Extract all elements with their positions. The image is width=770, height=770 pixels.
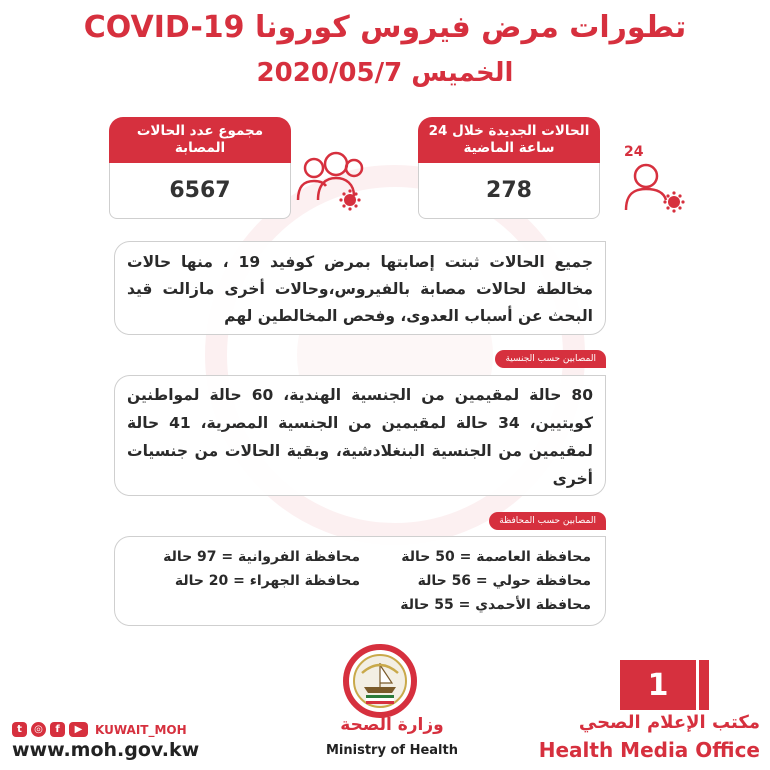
facebook-icon[interactable]: f [50, 722, 65, 737]
governorate-item: محافظة حولي = 56 حالة [417, 573, 591, 589]
governorate-tag: المصابين حسب المحافظة [489, 512, 606, 530]
total-cases-value: 6567 [109, 163, 291, 219]
person-virus-icon [622, 162, 688, 214]
summary-text: جميع الحالات ثبتت إصابتها بمرض كوفيد 19 ، منها حالات مخالطة لحالات مصابة بالفيروس،وحالات أخرى مازالت قيد البحث عن أسباب العدوى، وفحص المخالطين لهم [127, 253, 593, 325]
governorate-item: محافظة الفروانية = 97 حالة [163, 549, 360, 565]
governorate-item: محافظة الأحمدي = 55 حالة [400, 597, 591, 613]
page-number: 1 [620, 660, 696, 710]
media-office-name-en: Health Media Office [538, 738, 760, 762]
nationality-box [114, 375, 606, 496]
nationality-tag: المصابين حسب الجنسية [495, 350, 606, 368]
nationality-text: 80 حالة لمقيمين من الجنسية الهندية، 60 حالة لمواطنين كويتيين، 34 حالة لمقيمين من الجنسية المصرية، 41 حالة لمقيمين من الجنسية البنغلادشية، وبقية الحالات من جنسيات أخرى [127, 386, 593, 488]
page-title: تطورات مرض فيروس كورونا COVID-19 [83, 10, 687, 45]
hours-badge: 24 [624, 144, 644, 160]
group-virus-icon [292, 150, 372, 212]
social-links [12, 722, 187, 737]
ministry-logo-icon [340, 643, 420, 719]
ministry-name-en: Ministry of Health [326, 743, 458, 758]
ministry-name-ar: وزارة الصحة [340, 715, 444, 735]
total-cases-label: مجموع عدد الحالات المصابة [109, 117, 291, 163]
office-logo-bar [699, 660, 709, 710]
page-date: الخميس 2020/05/7 [256, 58, 514, 88]
new-cases-card [418, 117, 600, 220]
total-cases-card [109, 117, 291, 220]
governorate-item: محافظة العاصمة = 50 حالة [401, 549, 591, 565]
summary-box [114, 241, 606, 335]
twitter-icon[interactable]: t [12, 722, 27, 737]
media-office-name-ar: مكتب الإعلام الصحي [578, 712, 760, 733]
governorate-item: محافظة الجهراء = 20 حالة [174, 573, 360, 589]
youtube-icon[interactable]: ▶ [69, 722, 88, 737]
new-cases-label: الحالات الجديدة خلال 24 ساعة الماضية [418, 117, 600, 163]
new-cases-value: 278 [418, 163, 600, 219]
instagram-icon[interactable]: ◎ [31, 722, 46, 737]
governorate-list [129, 545, 591, 617]
governorate-box [114, 536, 606, 626]
social-handle[interactable]: KUWAIT_MOH [95, 722, 187, 737]
website-link[interactable]: www.moh.gov.kw [12, 739, 200, 761]
